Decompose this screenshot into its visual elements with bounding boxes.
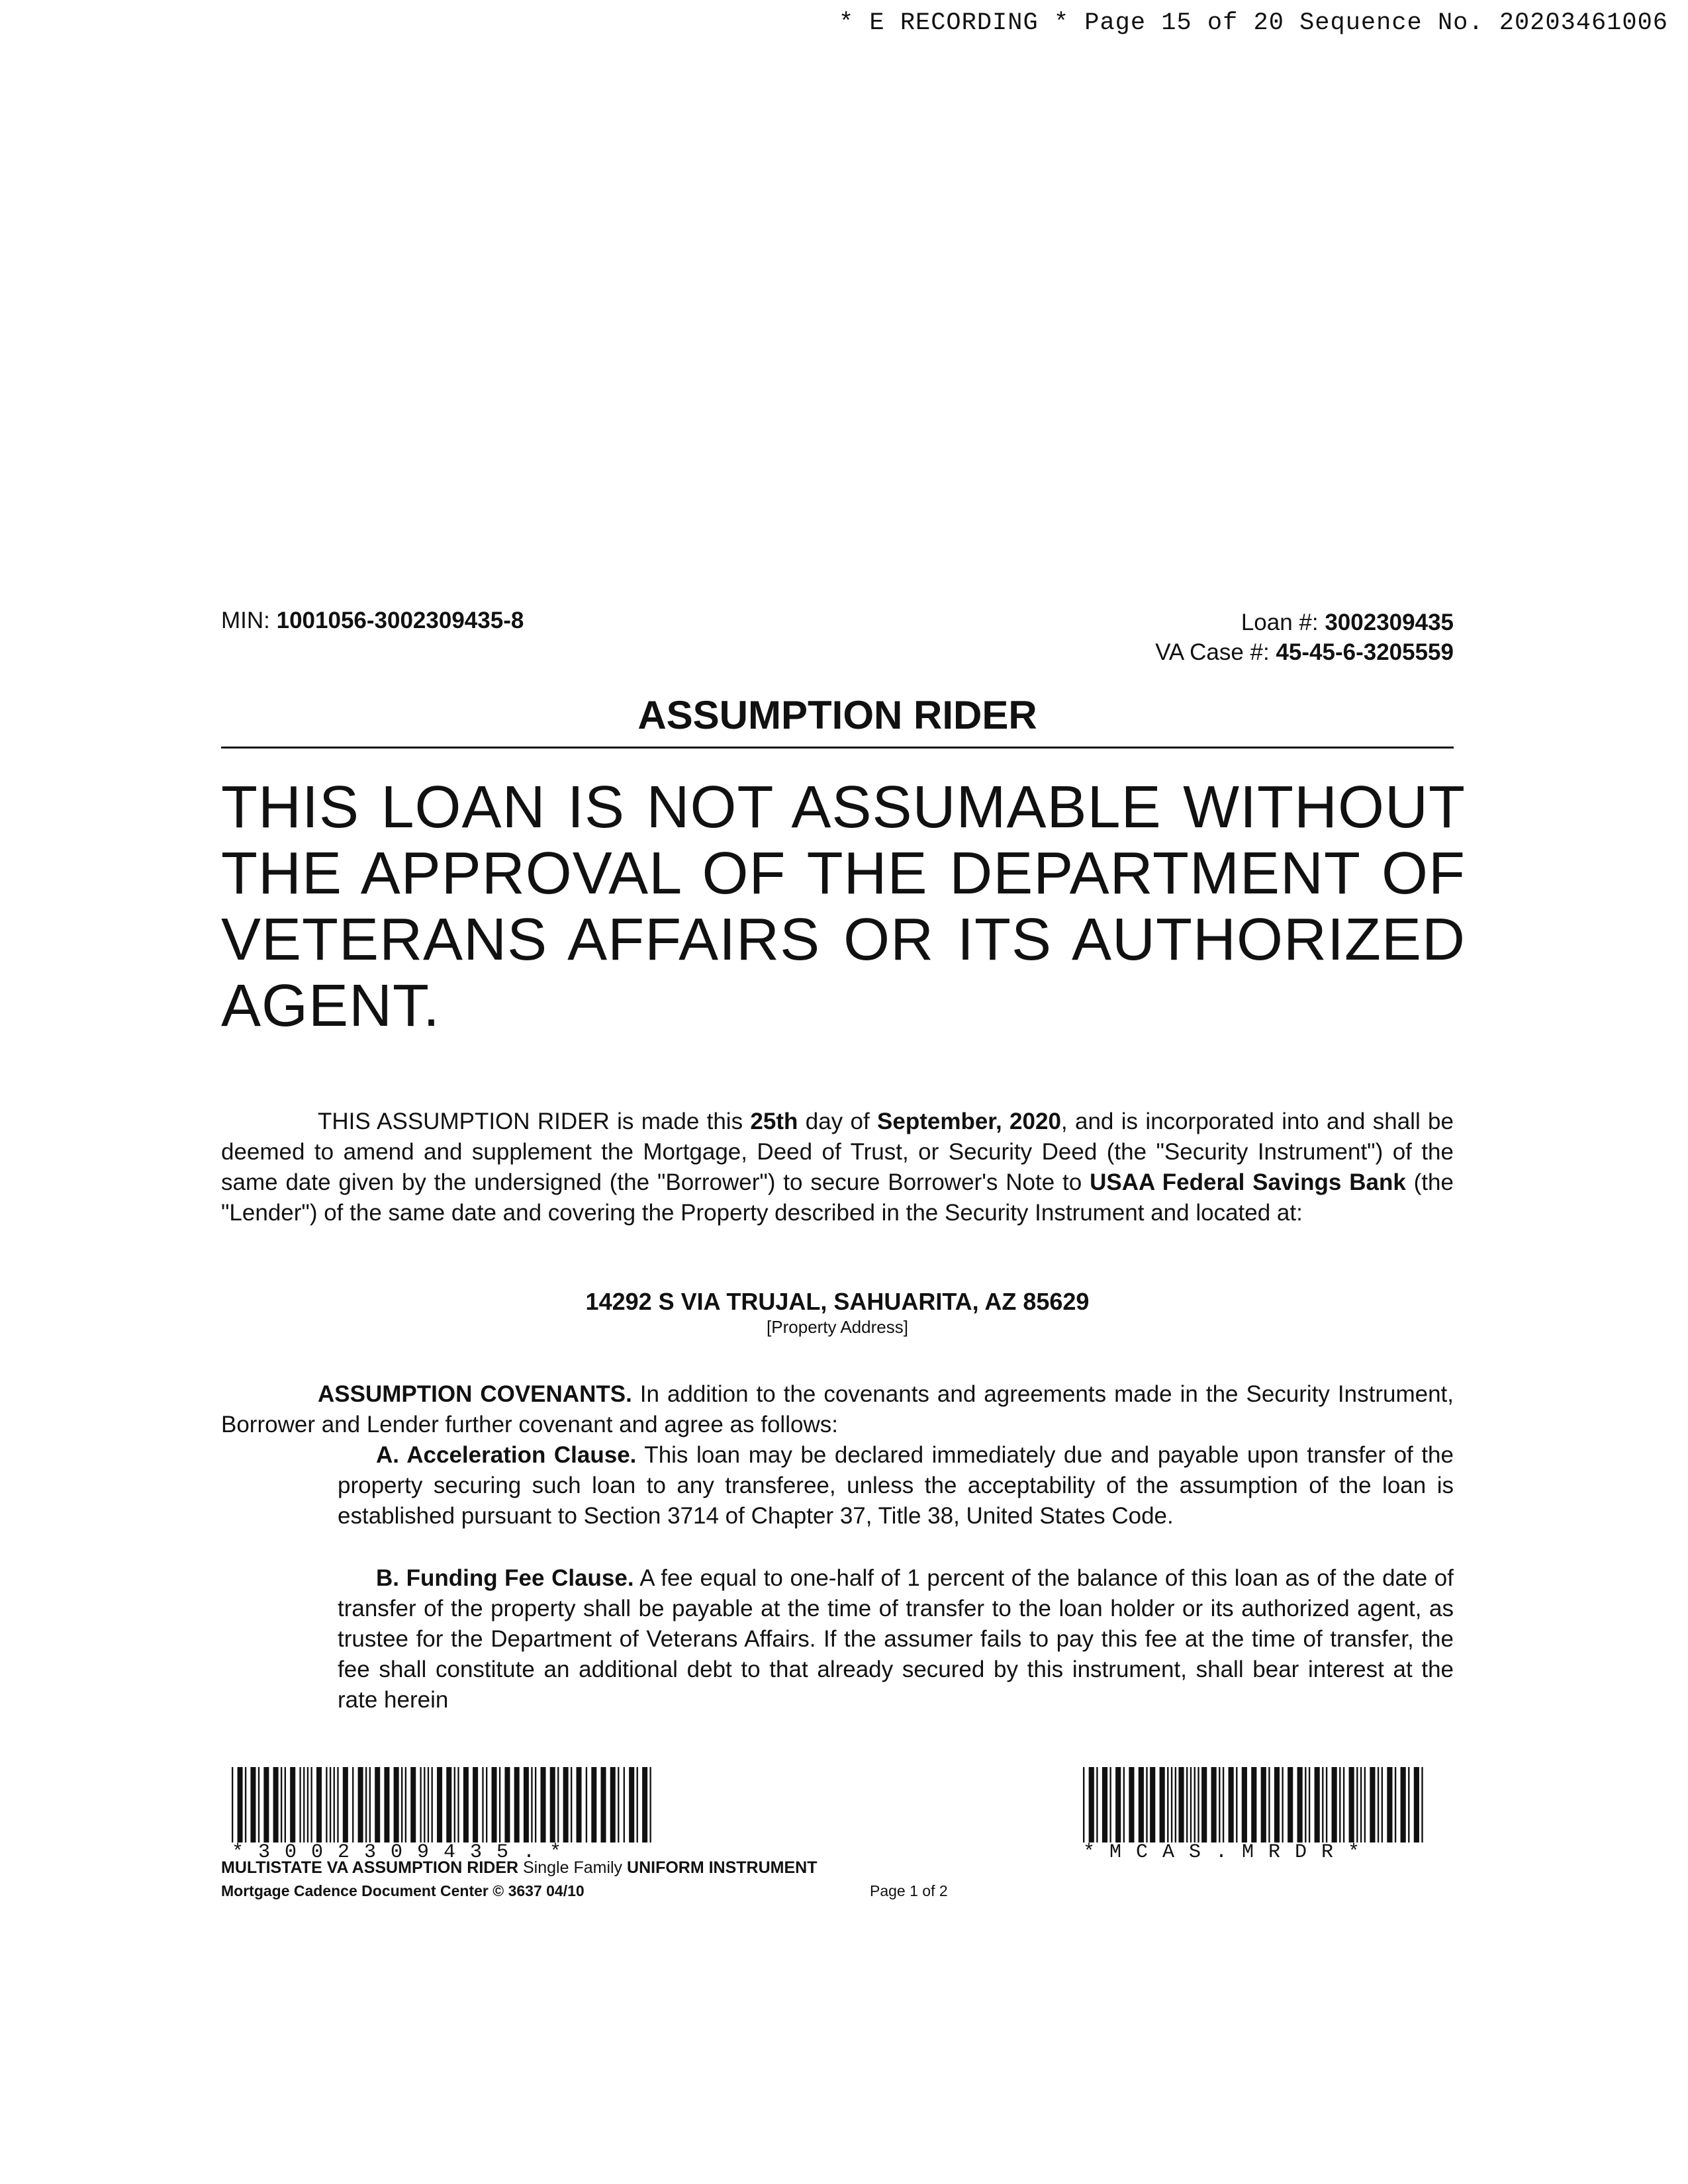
barcode-bar: [326, 1767, 327, 1843]
page-number: Page 1 of 2: [870, 1882, 948, 1899]
barcode-bar: [250, 1767, 256, 1843]
covenants-heading: ASSUMPTION COVENANTS.: [318, 1381, 632, 1407]
intro-paragraph: [221, 1107, 1454, 1228]
barcode-bar: [540, 1767, 545, 1843]
barcode-bar: [337, 1767, 338, 1843]
barcode-bar: [343, 1767, 348, 1843]
min-value: 1001056-3002309435-8: [276, 608, 524, 633]
barcode-bar: [1332, 1767, 1337, 1843]
barcode-bar: [316, 1767, 322, 1843]
barcode-bar: [1382, 1767, 1383, 1843]
barcode-bar: [1326, 1767, 1327, 1843]
barcode-bar: [1309, 1767, 1310, 1843]
barcode-bar: [310, 1767, 312, 1843]
va-value: 45-45-6-3205559: [1276, 639, 1454, 665]
barcode-bar: [369, 1767, 371, 1843]
barcode-bar: [420, 1767, 421, 1843]
barcode-bar: [1190, 1767, 1192, 1843]
barcode-bar: [1096, 1767, 1098, 1843]
barcode-bar: [637, 1767, 638, 1843]
barcode-bar: [1242, 1767, 1247, 1843]
intro-day: 25th: [750, 1109, 798, 1134]
barcode-bar: [1229, 1767, 1234, 1843]
barcode-bar: [285, 1767, 286, 1843]
barcode-bar: [524, 1767, 529, 1843]
barcode-bar: [365, 1767, 367, 1843]
barcode-bar: [1211, 1767, 1217, 1843]
property-address-caption: [Property Address]: [767, 1317, 908, 1337]
acceleration-clause: [338, 1440, 1454, 1531]
intro-text-2: day of: [798, 1109, 878, 1134]
barcode-bar: [330, 1767, 331, 1843]
form-barcode-bars: [1083, 1767, 1427, 1843]
barcode-bar: [1223, 1767, 1224, 1843]
barcode-bar: [1378, 1767, 1379, 1843]
loan-value: 3002309435: [1325, 610, 1454, 635]
barcode-bar: [432, 1767, 433, 1843]
barcode-bar: [486, 1767, 487, 1843]
barcode-bar: [618, 1767, 619, 1843]
barcode-bar: [492, 1767, 497, 1843]
barcode-bar: [1178, 1767, 1184, 1843]
intro-text-1: THIS ASSUMPTION RIDER is made this: [318, 1109, 751, 1134]
barcode-bar: [563, 1767, 569, 1843]
barcode-bar: [232, 1767, 233, 1843]
barcode-bar: [463, 1767, 469, 1843]
barcode-bar: [1360, 1767, 1362, 1843]
barcode-bar: [1089, 1767, 1094, 1843]
va-label: VA Case #:: [1155, 639, 1270, 665]
covenants-paragraph: [221, 1379, 1454, 1440]
loan-number: [993, 608, 1454, 637]
barcode-bar: [1201, 1767, 1207, 1843]
barcode-bar: [1219, 1767, 1220, 1843]
recording-header: * E RECORDING * Page 15 of 20 Sequence No. 20203461006: [839, 9, 1668, 37]
funding-fee-clause: [338, 1563, 1454, 1715]
barcode-bar: [535, 1767, 536, 1843]
form-barcode: [1083, 1767, 1427, 1864]
loan-barcode-bars: [232, 1767, 655, 1843]
barcode-bar: [1150, 1767, 1155, 1843]
barcode-bar: [504, 1767, 510, 1843]
intro-date: September, 2020: [877, 1109, 1061, 1134]
barcode-bar: [1349, 1767, 1354, 1843]
barcode-bar: [1297, 1767, 1303, 1843]
property-address: 14292 S VIA TRUJAL, SAHUARITA, AZ 85629: [585, 1288, 1090, 1315]
barcode-bar: [1282, 1767, 1283, 1843]
form-title-tail: UNIFORM INSTRUMENT: [627, 1858, 818, 1877]
form-source-text: Mortgage Cadence Document Center © 3637 04/10: [221, 1882, 585, 1899]
barcode-bar: [1139, 1767, 1144, 1843]
form-title-sub: Single Family: [518, 1858, 628, 1877]
barcode-bar: [263, 1767, 269, 1843]
title-rule: [221, 747, 1454, 749]
barcode-bar: [1115, 1767, 1121, 1843]
barcode-bar: [358, 1767, 363, 1843]
barcode-bar: [610, 1767, 616, 1843]
barcode-bar: [424, 1767, 425, 1843]
barcode-bar: [1274, 1767, 1280, 1843]
barcode-bar: [245, 1767, 246, 1843]
barcode-bar: [1421, 1767, 1423, 1843]
barcode-bar: [1288, 1767, 1293, 1843]
barcode-bar: [514, 1767, 520, 1843]
form-barcode-text: *MCAS.MRDR*: [1083, 1841, 1375, 1864]
min-label: MIN:: [221, 608, 270, 633]
barcode-bar: [352, 1767, 353, 1843]
barcode-bar: [1167, 1767, 1168, 1843]
barcode-bar: [649, 1767, 651, 1843]
barcode-bar: [334, 1767, 335, 1843]
barcode-bar: [1129, 1767, 1134, 1843]
barcode-bar: [384, 1767, 389, 1843]
barcode-bar: [1414, 1767, 1419, 1843]
barcode-bar: [299, 1767, 301, 1843]
clause-text: This loan may be declared immediately due and payable upon transfer of the property securing such loan to any transferee, unless the acceptability of the assumption of the loan is established pursuant to Section 3714 of Chapter 37, Title 38, United States Code.: [338, 1442, 1454, 1529]
barcode-bar: [550, 1767, 555, 1843]
loan-barcode: [232, 1767, 655, 1864]
barcode-bar: [1175, 1767, 1176, 1843]
clause-heading: A. Acceleration Clause.: [376, 1442, 637, 1468]
barcode-bar: [1109, 1767, 1111, 1843]
barcode-bar: [258, 1767, 259, 1843]
barcode-bar: [557, 1767, 559, 1843]
loan-label: Loan #:: [1241, 610, 1319, 635]
covenants-text: In addition to the covenants and agreements made in the Security Instrument, Borrower and Lender further covenant and agree as follows:: [221, 1381, 1454, 1437]
barcode-bar: [629, 1767, 634, 1843]
barcode-bar: [428, 1767, 429, 1843]
barcode-bar: [1186, 1767, 1188, 1843]
barcode-bar: [1339, 1767, 1340, 1843]
barcode-bar: [1251, 1767, 1256, 1843]
barcode-bar: [1315, 1767, 1320, 1843]
barcode-bar: [375, 1767, 380, 1843]
barcode-bar: [1343, 1767, 1344, 1843]
barcode-bar: [1102, 1767, 1107, 1843]
loan-identifiers: [993, 608, 1454, 667]
barcode-bar: [1236, 1767, 1237, 1843]
barcode-bar: [577, 1767, 582, 1843]
loan-barcode-text: *3002309435.*: [232, 1841, 577, 1864]
min-number: [221, 608, 524, 634]
intro-text-4: (the "Lender") of the same date and covering the Property described in the Security Instrument and located at:: [221, 1169, 1454, 1226]
barcode-bar: [394, 1767, 399, 1843]
barcode-bar: [1268, 1767, 1270, 1843]
property-address-block: [221, 1288, 1454, 1338]
barcode-bar: [1364, 1767, 1366, 1843]
form-title-main: MULTISTATE VA ASSUMPTION RIDER: [221, 1858, 519, 1877]
barcode-bar: [1401, 1767, 1406, 1843]
barcode-bar: [531, 1767, 532, 1843]
clause-text: A fee equal to one-half of 1 percent of the balance of this loan as of the date of transfer of the property shall be payable at the time of transfer to the loan holder or its authorized agent, as trustee for the Department of Veterans Affairs. If the assumer fails to pay this fee at the time of transfer, the fee shall constitute an additional debt to that already secured by this instrument, shall bear interest at the rate herein: [338, 1565, 1454, 1713]
intro-text-3: , and is incorporated into and shall be deemed to amend and supplement the Mortgage, Deed of Trust, or Security Deed (the "Security Instrument") of the same date given by the undersigned (the "Borrower") to secure Borrower's Note to: [221, 1109, 1454, 1195]
barcode-bar: [1123, 1767, 1125, 1843]
barcode-bar: [1083, 1767, 1084, 1843]
form-title: [221, 1858, 818, 1878]
barcode-bar: [1171, 1767, 1172, 1843]
barcode-bar: [1322, 1767, 1323, 1843]
barcode-bar: [1194, 1767, 1196, 1843]
barcode-bar: [1261, 1767, 1266, 1843]
barcode-bar: [290, 1767, 295, 1843]
barcode-bar: [273, 1767, 279, 1843]
barcode-bar: [437, 1767, 442, 1843]
barcode-bar: [410, 1767, 416, 1843]
barcode-bar: [1160, 1767, 1165, 1843]
barcode-bar: [624, 1767, 625, 1843]
barcode-bar: [1356, 1767, 1358, 1843]
lender-name: USAA Federal Savings Bank: [1090, 1169, 1406, 1195]
barcode-bar: [571, 1767, 572, 1843]
barcode-bar: [405, 1767, 406, 1843]
barcode-bar: [303, 1767, 305, 1843]
barcode-bar: [401, 1767, 402, 1843]
document-title: ASSUMPTION RIDER: [637, 693, 1037, 737]
barcode-bar: [482, 1767, 483, 1843]
barcode-bar: [454, 1767, 455, 1843]
barcode-bar: [457, 1767, 459, 1843]
barcode-bar: [238, 1767, 243, 1843]
assumability-warning: THIS LOAN IS NOT ASSUMABLE WITHOUT THE APPROVAL OF THE DEPARTMENT OF VETERANS AFFAIRS OR ITS AUTHORIZED AGENT.: [221, 774, 1466, 1039]
barcode-bar: [1197, 1767, 1199, 1843]
barcode-bar: [601, 1767, 606, 1843]
barcode-bar: [473, 1767, 478, 1843]
barcode-bar: [1305, 1767, 1306, 1843]
barcode-bar: [1387, 1767, 1392, 1843]
barcode-bar: [591, 1767, 596, 1843]
barcode-bar: [281, 1767, 282, 1843]
barcode-bar: [1370, 1767, 1375, 1843]
barcode-bar: [307, 1767, 308, 1843]
barcode-bar: [1395, 1767, 1396, 1843]
barcode-bar: [446, 1767, 451, 1843]
va-case-number: [993, 637, 1454, 667]
barcode-bar: [642, 1767, 647, 1843]
barcode-bar: [586, 1767, 587, 1843]
barcode-bar: [1146, 1767, 1147, 1843]
barcode-bar: [1408, 1767, 1409, 1843]
clause-heading: B. Funding Fee Clause.: [376, 1565, 634, 1591]
barcode-bar: [499, 1767, 500, 1843]
form-source: [221, 1882, 948, 1900]
